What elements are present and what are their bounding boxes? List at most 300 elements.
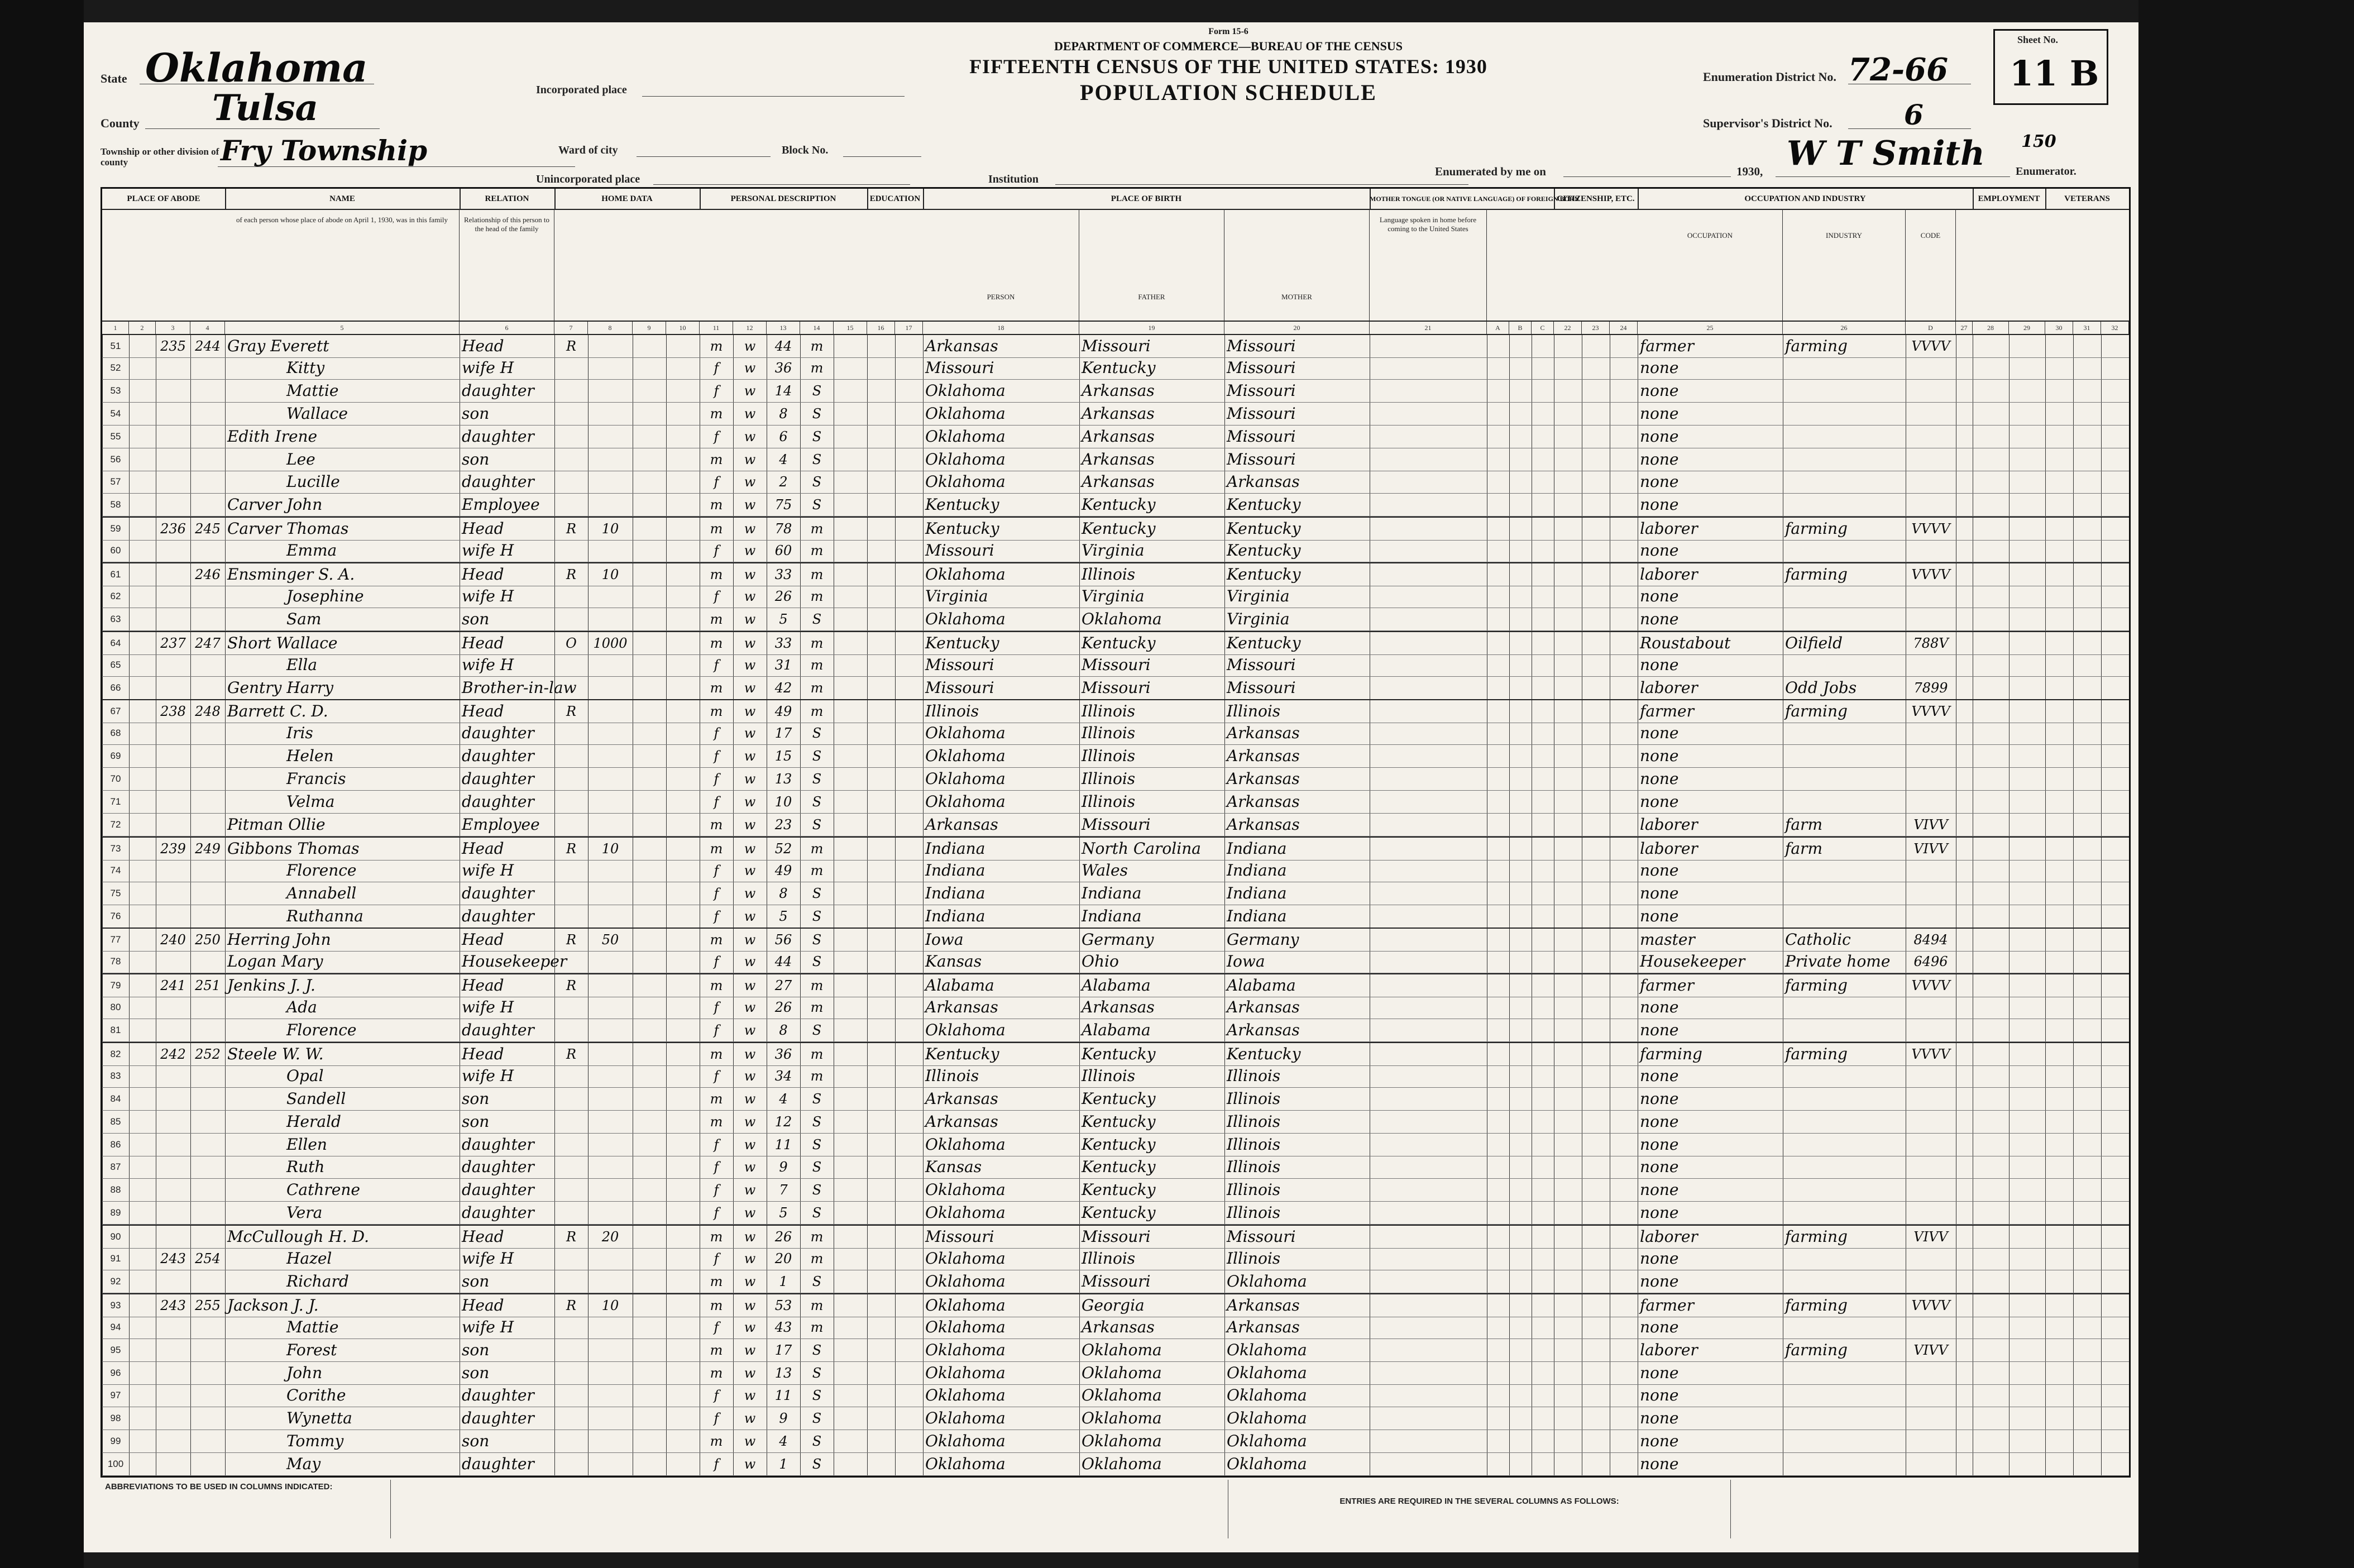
cell-mo: Oklahoma <box>1227 1386 1307 1405</box>
column-number: D <box>1906 322 1956 334</box>
cell-bir: Arkansas <box>925 815 998 834</box>
cell-race: w <box>744 1433 756 1450</box>
table-row <box>102 836 2129 861</box>
cell-fa: Kentucky <box>1082 495 1156 514</box>
cell-val: 20 <box>601 1229 619 1245</box>
cell-occ: none <box>1640 1135 1679 1154</box>
cell-occ: none <box>1640 450 1679 469</box>
table-row <box>102 677 2129 700</box>
cell-own: R <box>566 521 577 537</box>
cell-mo: Virginia <box>1227 609 1290 628</box>
cell-rel: daughter <box>462 427 534 446</box>
cell-race: w <box>744 1388 756 1404</box>
cell-occ: master <box>1640 930 1695 949</box>
cell-age: 36 <box>774 1046 792 1062</box>
cell-mar: m <box>810 1251 824 1266</box>
cell-name: Vera <box>286 1203 323 1222</box>
table-row <box>102 928 2129 952</box>
column-number: 22 <box>1554 322 1582 334</box>
table-row <box>102 791 2129 814</box>
cell-fam: 248 <box>195 704 221 720</box>
cell-mo: Oklahoma <box>1227 1340 1307 1359</box>
cell-age: 2 <box>779 474 788 490</box>
department-line: DEPARTMENT OF COMMERCE—BUREAU OF THE CENSUS <box>1054 39 1403 53</box>
birth-father-head: FATHER <box>1079 209 1224 321</box>
line-number: 87 <box>110 1161 121 1173</box>
table-row <box>102 517 2129 541</box>
line-number: 83 <box>110 1070 121 1081</box>
cell-mo: Illinois <box>1227 1249 1281 1268</box>
cell-mo: Arkansas <box>1227 998 1300 1017</box>
cell-bir: Oklahoma <box>925 609 1006 628</box>
cell-fa: Kentucky <box>1082 1112 1156 1131</box>
cell-mo: Illinois <box>1227 1135 1281 1154</box>
line-number: 95 <box>110 1344 121 1355</box>
cell-mo: Missouri <box>1227 655 1296 674</box>
cell-occ: none <box>1640 861 1679 879</box>
cell-dw: 235 <box>160 338 186 354</box>
cell-rel: daughter <box>462 1203 534 1222</box>
cell-rel: wife H <box>462 1249 514 1268</box>
cell-occ: laborer <box>1640 678 1698 697</box>
column-number-row <box>102 321 2129 335</box>
cell-bir: Oklahoma <box>925 1409 1006 1428</box>
cell-name: Opal <box>286 1066 324 1085</box>
cell-mo: Indiana <box>1227 906 1287 925</box>
cell-name: Pitman Ollie <box>227 815 326 834</box>
cell-race: w <box>744 816 756 833</box>
cell-fa: Kentucky <box>1082 1158 1156 1177</box>
cell-rel: wife H <box>462 998 514 1017</box>
column-number: 25 <box>1638 322 1783 334</box>
cell-bir: Kentucky <box>925 1044 999 1063</box>
cell-bir: Oklahoma <box>925 1363 1006 1382</box>
column-number: B <box>1509 322 1532 334</box>
cell-name: Ada <box>286 998 317 1017</box>
cell-name: Herald <box>286 1112 341 1131</box>
column-number: 24 <box>1610 322 1638 334</box>
cell-mo: Arkansas <box>1227 1021 1300 1039</box>
cell-mo: Illinois <box>1227 1180 1281 1199</box>
group-citizenship: CITIZENSHIP, ETC. <box>1554 189 1639 209</box>
cell-fa: Alabama <box>1082 1021 1151 1039</box>
cell-fa: Oklahoma <box>1082 1340 1162 1359</box>
cell-mo: Missouri <box>1227 678 1296 697</box>
cell-mar: S <box>812 1136 822 1153</box>
abbrev-title: ABBREVIATIONS TO BE USED IN COLUMNS INDICATED: <box>101 1480 391 1538</box>
cell-mar: S <box>812 725 822 742</box>
cell-occ: laborer <box>1640 1227 1698 1246</box>
cell-age: 53 <box>774 1297 792 1313</box>
cell-own: O <box>566 635 577 651</box>
cell-mar: m <box>810 680 824 696</box>
cell-own: R <box>566 840 577 857</box>
cell-mo: Kentucky <box>1227 519 1301 538</box>
cell-age: 6 <box>779 428 788 444</box>
cell-mo: Arkansas <box>1227 1295 1300 1314</box>
cell-mar: S <box>812 1159 822 1175</box>
cell-fa: Oklahoma <box>1082 1432 1162 1451</box>
cell-occ: none <box>1640 1066 1679 1085</box>
cell-rel: son <box>462 1363 490 1382</box>
cell-occ: none <box>1640 1409 1679 1428</box>
cell-occ: none <box>1640 792 1679 811</box>
table-row <box>102 1270 2129 1293</box>
cell-mar: m <box>810 704 824 720</box>
column-number: 5 <box>225 322 460 334</box>
cell-mar: S <box>812 1273 822 1289</box>
birth-person-head: PERSON <box>923 209 1079 321</box>
cell-age: 33 <box>774 567 792 582</box>
cell-fa: Germany <box>1082 930 1154 949</box>
cell-age: 14 <box>774 383 792 399</box>
cell-fam: 251 <box>195 978 221 994</box>
cell-rel: Head <box>462 1295 504 1314</box>
cell-name: Logan Mary <box>227 952 323 971</box>
cell-sex: m <box>710 1113 723 1130</box>
enumerator-line <box>1776 176 2010 177</box>
cell-bir: Oklahoma <box>925 1432 1006 1451</box>
column-number: 26 <box>1783 322 1906 334</box>
table-row <box>102 448 2129 471</box>
column-number: 4 <box>190 322 225 334</box>
cell-mar: m <box>810 978 824 994</box>
cell-age: 8 <box>779 885 788 901</box>
cell-occ: none <box>1640 1386 1679 1405</box>
cell-code: 8494 <box>1913 932 1948 948</box>
cell-rel: daughter <box>462 747 534 766</box>
cell-race: w <box>744 1319 756 1335</box>
group-name: NAME <box>225 189 461 209</box>
cell-name: Ruthanna <box>286 906 363 925</box>
cell-age: 26 <box>774 588 792 604</box>
line-number: 89 <box>110 1207 121 1218</box>
cell-sex: m <box>710 1091 723 1107</box>
cell-age: 75 <box>774 497 792 513</box>
table-row <box>102 973 2129 997</box>
cell-sex: m <box>710 1365 723 1381</box>
line-number: 91 <box>110 1253 121 1264</box>
cell-code: VVVV <box>1911 704 1950 720</box>
cell-bir: Oklahoma <box>925 724 1006 743</box>
cell-mar: S <box>812 1022 822 1038</box>
cell-rel: Employee <box>462 495 540 514</box>
cell-code: VVVV <box>1911 567 1950 582</box>
cell-own: R <box>566 932 577 948</box>
cell-sex: m <box>710 1297 723 1313</box>
cell-fa: Arkansas <box>1082 1317 1155 1336</box>
cell-code: VVVV <box>1911 521 1950 537</box>
cell-sex: f <box>714 1319 719 1335</box>
cell-bir: Virginia <box>925 586 988 605</box>
line-number: 76 <box>110 910 121 921</box>
line-number: 71 <box>110 796 121 807</box>
cell-age: 10 <box>774 794 792 810</box>
cell-occ: none <box>1640 358 1679 377</box>
cell-sex: f <box>714 771 719 787</box>
table-row <box>102 996 2129 1019</box>
cell-occ: none <box>1640 1021 1679 1039</box>
cell-fa: Illinois <box>1082 792 1136 811</box>
group-relation: RELATION <box>460 189 556 209</box>
cell-dw: 238 <box>160 704 186 720</box>
line-number: 56 <box>110 453 121 465</box>
cell-occ: none <box>1640 724 1679 743</box>
cell-rel: son <box>462 1340 490 1359</box>
cell-occ: none <box>1640 655 1679 674</box>
industry-head: INDUSTRY <box>1783 209 1906 321</box>
line-number: 90 <box>110 1231 121 1242</box>
cell-bir: Arkansas <box>925 998 998 1017</box>
group-employment: EMPLOYMENT <box>1973 189 2046 209</box>
line-number: 98 <box>110 1413 121 1424</box>
cell-race: w <box>744 1273 756 1289</box>
table-row <box>102 1156 2129 1179</box>
cell-race: w <box>744 543 756 559</box>
unincorporated-label: Unincorporated place <box>536 173 640 185</box>
cell-sex: f <box>714 1000 719 1016</box>
cell-mar: S <box>812 405 822 422</box>
cell-mar: m <box>810 338 824 354</box>
cell-bir: Indiana <box>925 883 985 902</box>
cell-mo: Missouri <box>1227 450 1296 469</box>
cell-bir: Arkansas <box>925 1089 998 1108</box>
line-number: 77 <box>110 934 121 945</box>
state-value: Oklahoma <box>145 45 368 91</box>
cell-dw: 237 <box>160 635 186 651</box>
cell-dw: 243 <box>160 1251 186 1266</box>
cell-fa: Kentucky <box>1082 633 1156 652</box>
line-number: 54 <box>110 408 121 419</box>
cell-bir: Arkansas <box>925 337 998 355</box>
cell-sex: f <box>714 1136 719 1153</box>
cell-rel: daughter <box>462 1386 534 1405</box>
cell-val: 10 <box>601 521 619 537</box>
table-row <box>102 403 2129 426</box>
table-row <box>102 1247 2129 1270</box>
cell-val: 10 <box>601 1297 619 1313</box>
column-number: 14 <box>800 322 834 334</box>
group-education: EDUCATION <box>867 189 924 209</box>
cell-race: w <box>744 451 756 467</box>
cell-rel: daughter <box>462 1455 534 1474</box>
cell-mar: S <box>812 885 822 901</box>
cell-mar: S <box>812 932 822 948</box>
cell-mar: m <box>810 635 824 651</box>
column-number: 2 <box>129 322 156 334</box>
cell-name: Annabell <box>286 883 357 902</box>
column-number: 21 <box>1370 322 1487 334</box>
cell-age: 7 <box>779 1182 788 1198</box>
cell-race: w <box>744 588 756 604</box>
cell-rel: Head <box>462 839 504 858</box>
cell-mo: Missouri <box>1227 1227 1296 1246</box>
table-row <box>102 699 2129 723</box>
cell-name: Tommy <box>286 1432 344 1451</box>
cell-name: Herring John <box>227 930 331 949</box>
cell-age: 1 <box>779 1456 788 1473</box>
incorporated-place-label: Incorporated place <box>536 84 627 96</box>
cell-race: w <box>744 680 756 696</box>
cell-bir: Missouri <box>925 1227 994 1246</box>
line-number: 70 <box>110 773 121 785</box>
cell-rel: wife H <box>462 1066 514 1085</box>
cell-age: 4 <box>779 1433 788 1450</box>
cell-bir: Oklahoma <box>925 404 1006 423</box>
cell-bir: Oklahoma <box>925 381 1006 400</box>
cell-name: Iris <box>286 724 313 743</box>
table-row <box>102 1430 2129 1453</box>
line-number: 57 <box>110 476 121 487</box>
table-row <box>102 814 2129 836</box>
cell-mar: S <box>812 771 822 787</box>
cell-sex: m <box>710 1229 723 1245</box>
cell-race: w <box>744 1046 756 1062</box>
cell-age: 23 <box>774 816 792 833</box>
cell-fam: 249 <box>195 840 221 857</box>
cell-sex: f <box>714 588 719 604</box>
cell-occ: none <box>1640 1249 1679 1268</box>
cell-code: 7899 <box>1913 680 1948 696</box>
cell-code: VIVV <box>1913 840 1948 857</box>
cell-fa: Oklahoma <box>1082 1409 1162 1428</box>
cell-name: Carver Thomas <box>227 519 349 538</box>
column-number: 7 <box>554 322 588 334</box>
table-row <box>102 1339 2129 1362</box>
column-number: 15 <box>834 322 867 334</box>
cell-code: VVVV <box>1911 1046 1950 1062</box>
cell-sex: f <box>714 908 719 924</box>
cell-fa: Missouri <box>1082 1227 1151 1246</box>
cell-mo: Arkansas <box>1227 724 1300 743</box>
cell-occ: none <box>1640 381 1679 400</box>
line-number: 80 <box>110 1002 121 1013</box>
cell-occ: none <box>1640 427 1679 446</box>
cell-fa: Kentucky <box>1082 519 1156 538</box>
cell-name: Florence <box>286 1021 357 1039</box>
cell-bir: Kansas <box>925 952 982 971</box>
cell-occ: none <box>1640 1271 1679 1290</box>
cell-race: w <box>744 1365 756 1381</box>
cell-ind: farming <box>1785 565 1848 584</box>
cell-fam: 255 <box>195 1297 221 1313</box>
cell-age: 78 <box>774 521 792 537</box>
cell-name: Gray Everett <box>227 337 329 355</box>
cell-occ: Housekeeper <box>1640 952 1745 971</box>
relation-column-head: Relationship of this person to the head of the family <box>460 209 554 321</box>
cell-age: 49 <box>774 704 792 720</box>
cell-fam: 254 <box>195 1251 221 1266</box>
cell-race: w <box>744 1205 756 1221</box>
cell-bir: Arkansas <box>925 1112 998 1131</box>
cell-own: R <box>566 1229 577 1245</box>
cell-bir: Indiana <box>925 861 985 879</box>
cell-ind: Odd Jobs <box>1785 678 1857 697</box>
cell-code: 6496 <box>1913 954 1948 970</box>
cell-bir: Oklahoma <box>925 472 1006 491</box>
cell-mo: Arkansas <box>1227 472 1300 491</box>
cell-occ: laborer <box>1640 815 1698 834</box>
cell-ind: farming <box>1785 337 1848 355</box>
column-number: 28 <box>1973 322 2009 334</box>
group-personal-description: PERSONAL DESCRIPTION <box>700 189 868 209</box>
cell-bir: Alabama <box>925 976 994 995</box>
cell-rel: Head <box>462 702 504 721</box>
cell-dw: 236 <box>160 521 186 537</box>
line-number: 62 <box>110 590 121 601</box>
cell-sex: m <box>710 521 723 537</box>
cell-mo: Illinois <box>1227 1066 1281 1085</box>
cell-occ: none <box>1640 541 1679 560</box>
cell-sex: f <box>714 1022 719 1038</box>
cell-rel: daughter <box>462 724 534 743</box>
table-row <box>102 539 2129 562</box>
cell-name: Steele W. W. <box>227 1044 324 1063</box>
cell-name: Gentry Harry <box>227 678 334 697</box>
cell-fa: Missouri <box>1082 815 1151 834</box>
supervisor-label: Supervisor's District No. <box>1703 116 1833 130</box>
cell-occ: none <box>1640 609 1679 628</box>
cell-name: Carver John <box>227 495 323 514</box>
cell-bir: Oklahoma <box>925 792 1006 811</box>
cell-race: w <box>744 521 756 537</box>
cell-age: 31 <box>774 657 792 673</box>
cell-sex: m <box>710 451 723 467</box>
census-title: FIFTEENTH CENSUS OF THE UNITED STATES: 1930 <box>969 55 1487 78</box>
cell-age: 34 <box>774 1068 792 1084</box>
cell-occ: none <box>1640 1112 1679 1131</box>
cell-fa: Illinois <box>1082 769 1136 788</box>
ward-line <box>637 156 771 157</box>
abbrev-box <box>391 1480 1228 1538</box>
cell-race: w <box>744 771 756 787</box>
cell-rel: daughter <box>462 1135 534 1154</box>
cell-mar: m <box>810 543 824 559</box>
column-number: 13 <box>767 322 800 334</box>
line-number: 88 <box>110 1184 121 1196</box>
cell-age: 36 <box>774 360 792 376</box>
cell-rel: daughter <box>462 792 534 811</box>
cell-sex: f <box>714 1388 719 1404</box>
column-number: 12 <box>733 322 767 334</box>
cell-bir: Oklahoma <box>925 1180 1006 1199</box>
line-number: 81 <box>110 1025 121 1035</box>
cell-fam: 245 <box>195 521 221 537</box>
line-number: 74 <box>110 864 121 876</box>
cell-age: 4 <box>779 1091 788 1107</box>
ward-label: Ward of city <box>558 144 618 156</box>
line-number: 60 <box>110 545 121 556</box>
cell-fa: Illinois <box>1082 1249 1136 1268</box>
cell-mo: Missouri <box>1227 427 1296 446</box>
line-number: 92 <box>110 1275 121 1287</box>
line-number: 64 <box>110 637 121 648</box>
sheet-no-label: Sheet No. <box>2017 34 2058 45</box>
cell-age: 12 <box>774 1113 792 1130</box>
cell-occ: none <box>1640 404 1679 423</box>
group-home-data: HOME DATA <box>554 189 701 209</box>
table-row <box>102 562 2129 586</box>
cell-fa: Kentucky <box>1082 1203 1156 1222</box>
cell-mar: m <box>810 840 824 857</box>
cell-sex: f <box>714 885 719 901</box>
cell-fa: Virginia <box>1082 586 1145 605</box>
cell-occ: Roustabout <box>1640 633 1731 652</box>
cell-fa: Missouri <box>1082 337 1151 355</box>
cell-fa: Missouri <box>1082 1271 1151 1290</box>
supervisor-value: 6 <box>1904 98 1924 131</box>
cell-bir: Missouri <box>925 655 994 674</box>
